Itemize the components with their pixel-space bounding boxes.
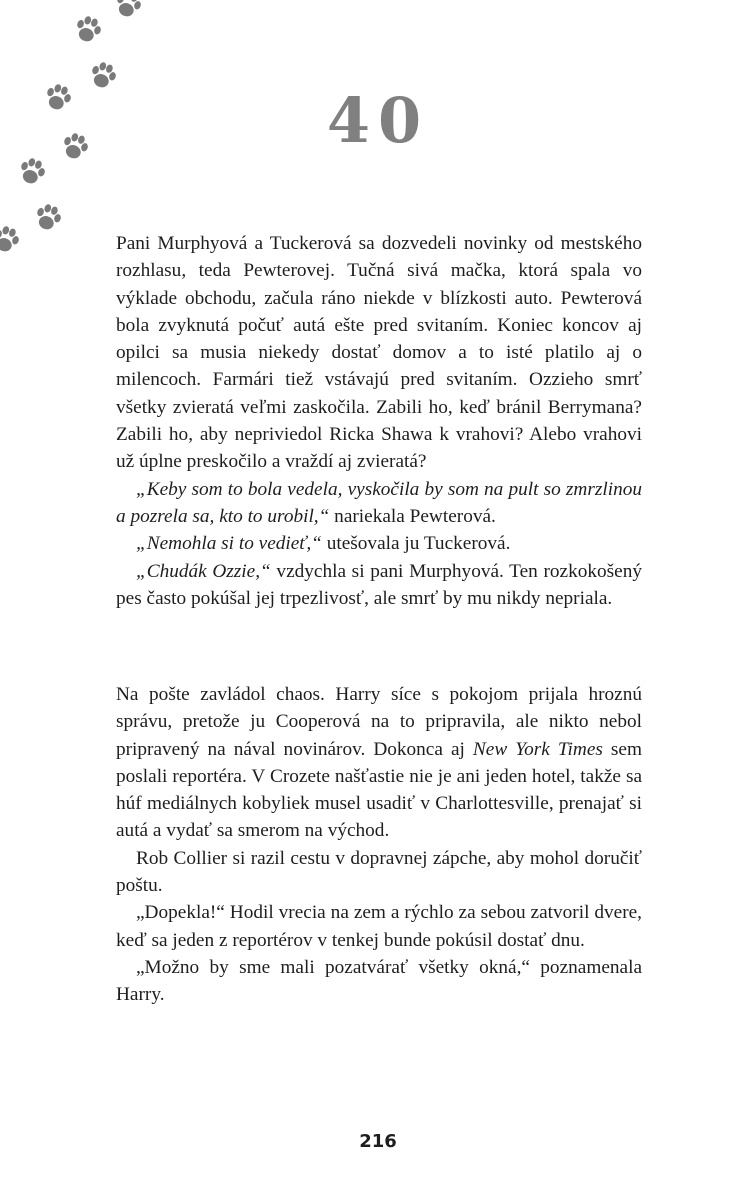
paw-print-icon xyxy=(17,155,48,187)
paragraph xyxy=(116,899,642,954)
italic-text: „Chudák Ozzie,“ xyxy=(136,560,271,582)
italic-text: „Keby som to bola vedela, vyskočila by som na pult so zmrzlinou a pozrela sa, kto to urobil,“ xyxy=(116,478,642,527)
paragraph xyxy=(116,845,642,900)
paragraph xyxy=(116,476,642,531)
paw-print-icon xyxy=(113,0,144,20)
text-run: utešovala ju Tuckerová. xyxy=(321,533,511,555)
paw-print-icon xyxy=(0,223,22,255)
paw-print-icon xyxy=(73,13,104,45)
page-number: 216 xyxy=(359,1131,397,1152)
paragraph xyxy=(116,530,642,557)
italic-text: „Nemohla si to vedieť,“ xyxy=(136,533,322,555)
text-run: Rob Collier si razil cestu v dopravnej zápche, aby mohol doručiť poštu. xyxy=(116,847,642,897)
italic-text: New York Times xyxy=(472,738,603,760)
text-run: vzdychla si pani Murphyová. Ten rozkokošený pes často pokúšal jej trpezlivosť, ale smrť by mu nikdy nepriala. xyxy=(116,560,642,609)
paragraph xyxy=(116,954,642,1009)
text-section-2 xyxy=(116,681,642,1009)
paragraph xyxy=(116,230,642,476)
text-run: nariekala Pewterová. xyxy=(329,505,496,527)
text-run: Na pošte zavládol chaos. Harry síce s pokojom prijala hroznú správu, pretože ju Cooperová na to pripravila, ale nikto nebol pripravený na nával novinárov. Dokonca aj xyxy=(116,684,642,760)
text-run: „Dopekla!“ Hodil vrecia na zem a rýchlo za sebou zatvoril dvere, keď sa jeden z reportérov v tenkej bunde pokúsil dostať dnu. xyxy=(116,902,642,951)
text-section-1 xyxy=(116,230,642,612)
text-run: „Možno by sme mali pozatvárať všetky okná,“ poznamenala Harry. xyxy=(116,956,642,1006)
text-run: Pani Murphyová a Tuckerová sa dozvedeli novinky od mestského rozhlasu, teda Pewterovej. Tučná sivá mačka, ktorá spala vo výklade obchodu, začula ráno niekde v blízkosti auto. Pewterová bola zvyknutá počuť autá ešte pred svitaním. Koniec koncov aj opilci sa musia niekedy dostať domov a to isté platilo aj o milencoch. Farmári tiež vstávajú pred svitaním. Ozzieho smrť všetky zvieratá veľmi zaskočila. Zabili ho, keď bránil Berrymana? Zabili ho, aby nepriviedol Ricka Shawa k vrahovi? Alebo vrahovi už úplne preskočilo a vraždí aj zvieratá? xyxy=(116,233,642,473)
paragraph xyxy=(116,558,642,613)
chapter-number: 40 xyxy=(326,84,430,157)
paragraph xyxy=(116,681,642,845)
paw-print-icon xyxy=(33,201,64,233)
text-run: sem poslali reportéra. V Crozete našťastie nie je ani jeden hotel, takže sa húf mediálnych kobyliek musel usadiť v Charlottesville, prenajať si autá a vydať sa smerom na východ. xyxy=(116,738,642,842)
